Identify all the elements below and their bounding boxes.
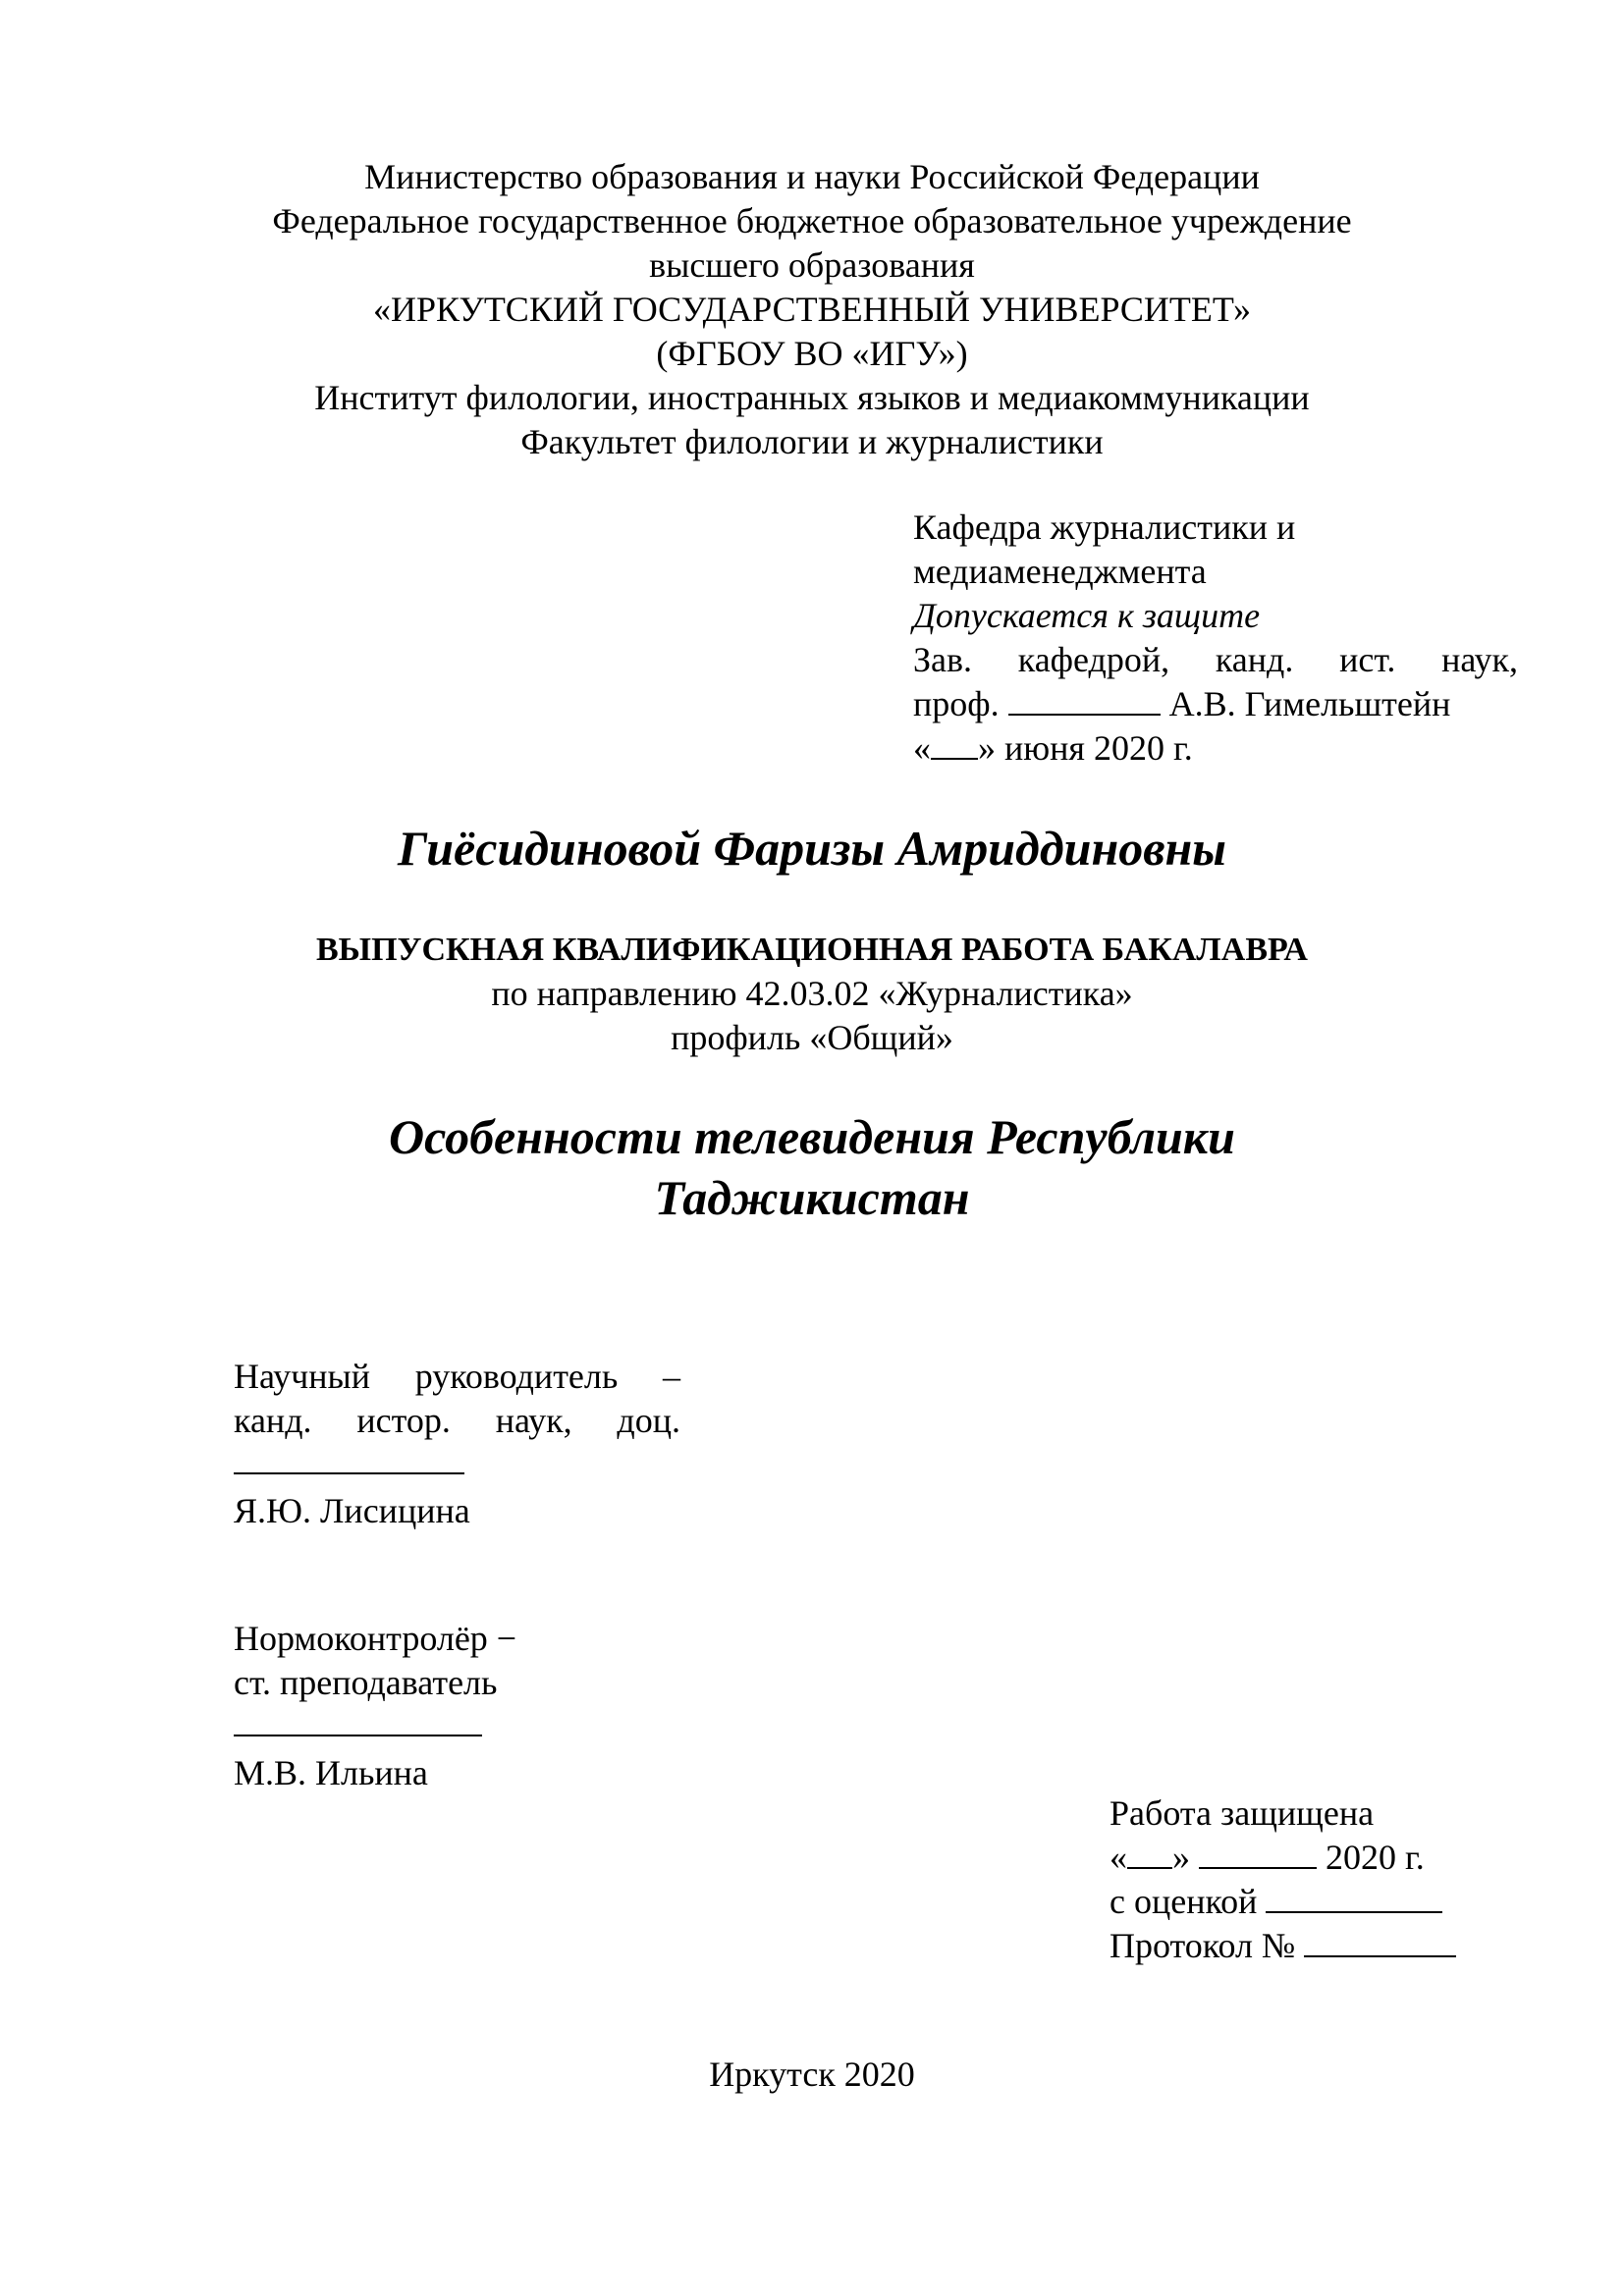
department-name-line1: Кафедра журналистики и bbox=[913, 507, 1296, 547]
defense-day-blank bbox=[1127, 1838, 1172, 1869]
work-direction: по направлению 42.03.02 «Журналистика» bbox=[491, 974, 1133, 1013]
department-admission-block bbox=[913, 506, 1518, 771]
normcontrol-block bbox=[234, 1617, 680, 1795]
supervisor-block bbox=[234, 1355, 680, 1533]
grade-blank bbox=[1266, 1882, 1442, 1913]
supervisor-signature-blank bbox=[234, 1443, 464, 1474]
defense-block bbox=[1110, 1791, 1492, 1968]
department-head-name: А.В. Гимельштейн bbox=[1168, 684, 1451, 723]
normcontrol-role-line1: Нормоконтролёр − bbox=[234, 1619, 517, 1658]
normcontrol-role-line2: ст. преподаватель bbox=[234, 1663, 498, 1702]
institute-line: Институт филологии, иностранных языков и медиакоммуникации bbox=[314, 378, 1310, 417]
university-name-line: «ИРКУТСКИЙ ГОСУДАРСТВЕННЫЙ УНИВЕРСИТЕТ» bbox=[373, 290, 1251, 329]
institution-type-line: Федеральное государственное бюджетное образовательное учреждение bbox=[272, 201, 1352, 240]
department-name-line2: медиаменеджмента bbox=[913, 552, 1207, 591]
signature-blank bbox=[1008, 684, 1161, 716]
department-head-title: Зав. кафедрой, канд. ист. наук, bbox=[913, 640, 1518, 679]
defense-status: Работа защищена bbox=[1110, 1793, 1375, 1833]
work-type-block bbox=[0, 928, 1624, 1060]
day-blank bbox=[931, 728, 978, 760]
author-name: Гиёсидиновой Фаризы Амриддиновны bbox=[398, 821, 1226, 876]
thesis-title bbox=[0, 1106, 1624, 1228]
ministry-line: Министерство образования и науки Российской Федерации bbox=[364, 157, 1260, 196]
work-type: ВЫПУСКНАЯ КВАЛИФИКАЦИОННАЯ РАБОТА БАКАЛАВРА bbox=[316, 932, 1308, 968]
normcontrol-name: М.В. Ильина bbox=[234, 1753, 428, 1792]
supervisor-name: Я.Ю. Лисицина bbox=[234, 1491, 470, 1530]
supervisor-role-line2: канд. истор. наук, доц. bbox=[234, 1401, 681, 1440]
defense-month-blank bbox=[1199, 1838, 1317, 1869]
thesis-title-line1: Особенности телевидения Республики bbox=[389, 1109, 1235, 1164]
education-level-line: высшего образования bbox=[649, 245, 975, 285]
thesis-title-line2: Таджикистан bbox=[654, 1170, 970, 1225]
university-abbreviation-line: (ФГБОУ ВО «ИГУ») bbox=[656, 334, 968, 373]
faculty-line: Факультет филологии и журналистики bbox=[520, 422, 1104, 461]
normcontrol-signature-blank bbox=[234, 1705, 482, 1736]
title-page-header bbox=[0, 155, 1624, 464]
protocol-number-blank bbox=[1304, 1926, 1456, 1957]
defense-date-line: « » 2020 г. bbox=[1110, 1838, 1425, 1877]
defense-grade-line: с оценкой bbox=[1110, 1880, 1492, 1924]
admission-date-line: « » июня 2020 г. bbox=[913, 728, 1193, 768]
department-head-signature-line: проф. А.В. Гимельштейн bbox=[913, 684, 1451, 723]
supervisor-role-line1: Научный руководитель – bbox=[234, 1357, 680, 1396]
work-profile: профиль «Общий» bbox=[671, 1018, 953, 1057]
city-year: Иркутск 2020 bbox=[709, 2055, 915, 2094]
admission-label: Допускается к защите bbox=[913, 596, 1261, 635]
defense-protocol-line: Протокол № bbox=[1110, 1924, 1492, 1968]
